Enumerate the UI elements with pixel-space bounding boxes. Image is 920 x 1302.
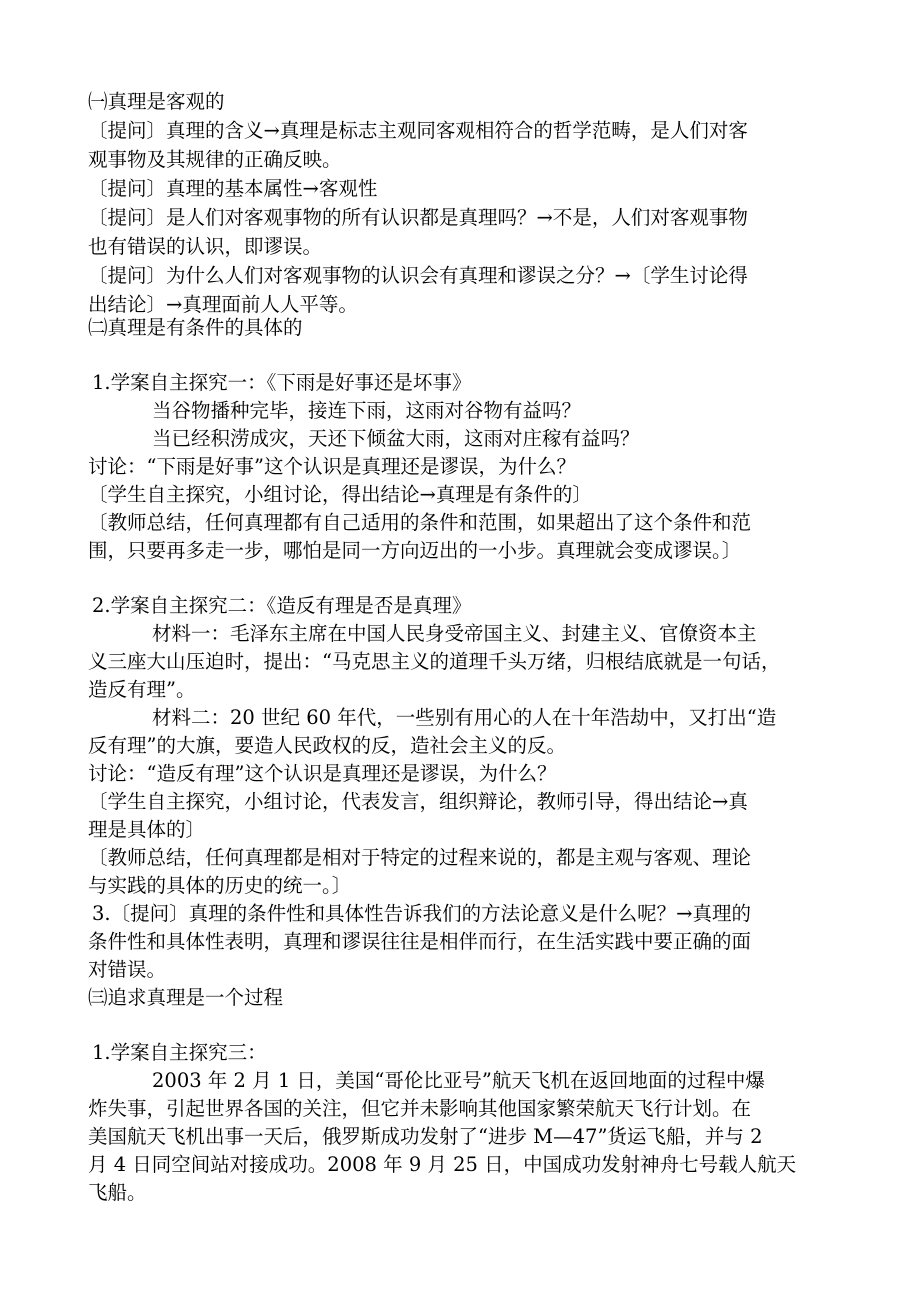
text-line: 〔学生自主探究，小组讨论，代表发言，组织辩论，教师引导，得出结论→真 [88,790,748,813]
text-line: 理是具体的〕 [88,818,206,841]
text-line: 〔提问〕是人们对客观事物的所有认识都是真理吗？→不是，人们对客观事物 [88,206,748,229]
text-line: 〔提问〕真理的基本属性→客观性 [88,177,378,200]
text-line: 月 4 日同空间站对接成功。2008 年 9 月 25 日，中国成功发射神舟七号载人航天 [88,1153,797,1176]
text-line: 条件性和具体性表明，真理和谬误往往是相伴而行，在生活实践中要正确的面 [88,930,752,953]
section-heading-3: ㈢追求真理是一个过程 [88,986,284,1009]
text-line: 讨论：“造反有理”这个认识是真理还是谬误，为什么？ [88,762,557,785]
text-line: 〔教师总结，任何真理都有自己适用的条件和范围，如果超出了这个条件和范 [88,511,752,534]
text-line: 〔提问〕真理的含义→真理是标志主观同客观相符合的哲学范畴，是人们对客 [88,119,748,142]
exploration-heading-1: 1.学案自主探究一：《下雨是好事还是坏事》 [92,371,472,394]
exploration-heading-2: 2.学案自主探究二：《造反有理是否是真理》 [92,594,472,617]
text-line: 对错误。 [88,958,167,981]
exploration-heading-3: 1.学案自主探究三： [92,1041,267,1064]
text-line: 炸失事，引起世界各国的关注，但它并未影响其他国家繁荣航天飞行计划。在 [88,1097,752,1120]
text-line: 义三座大山压迫时，提出：“马克思主义的道理千头万绪，归根结底就是一句话， [88,650,781,673]
text-line: 围，只要再多走一步，哪怕是同一方向迈出的一小步。真理就会变成谬误。〕 [88,539,742,562]
text-line: 造反有理”。 [88,678,196,701]
text-line: 〔教师总结，任何真理都是相对于特定的过程来说的，都是主观与客观、理论 [88,846,752,869]
text-line: 材料一：毛泽东主席在中国人民身受帝国主义、封建主义、官僚资本主 [152,622,757,645]
section-heading-1: ㈠真理是客观的 [88,90,225,113]
section-heading-2: ㈡真理是有条件的具体的 [88,316,303,339]
text-line: 美国航天飞机出事一天后，俄罗斯成功发射了“进步 M—47”货运飞船，并与 2 [88,1125,763,1148]
text-line: 与实践的具体的历史的统一。〕 [88,874,352,897]
text-line: 当已经积涝成灾，天还下倾盆大雨，这雨对庄稼有益吗？ [152,427,640,450]
text-line: 〔提问〕为什么人们对客观事物的认识会有真理和谬误之分？→〔学生讨论得 [88,264,748,287]
text-line: 也有错误的认识，即谬误。 [88,235,323,258]
text-line: 出结论〕→真理面前人人平等。 [88,293,358,316]
text-line: 材料二：20 世纪 60 年代，一些别有用心的人在十年浩劫中，又打出“造 [152,706,777,729]
text-line: 讨论：“下雨是好事”这个认识是真理还是谬误，为什么？ [88,455,576,478]
text-line: 3.〔提问〕真理的条件性和具体性告诉我们的方法论意义是什么呢？→真理的 [92,902,751,925]
text-line: 飞船。 [88,1181,147,1204]
text-line: 反有理”的大旗，要造人民政权的反，造社会主义的反。 [88,734,566,757]
text-line: 当谷物播种完毕，接连下雨，这雨对谷物有益吗？ [152,399,582,422]
text-line: 〔学生自主探究，小组讨论，得出结论→真理是有条件的〕 [88,483,592,506]
text-line: 观事物及其规律的正确反映。 [88,148,342,171]
text-line: 2003 年 2 月 1 日，美国“哥伦比亚号”航天飞机在返回地面的过程中爆 [152,1069,765,1092]
